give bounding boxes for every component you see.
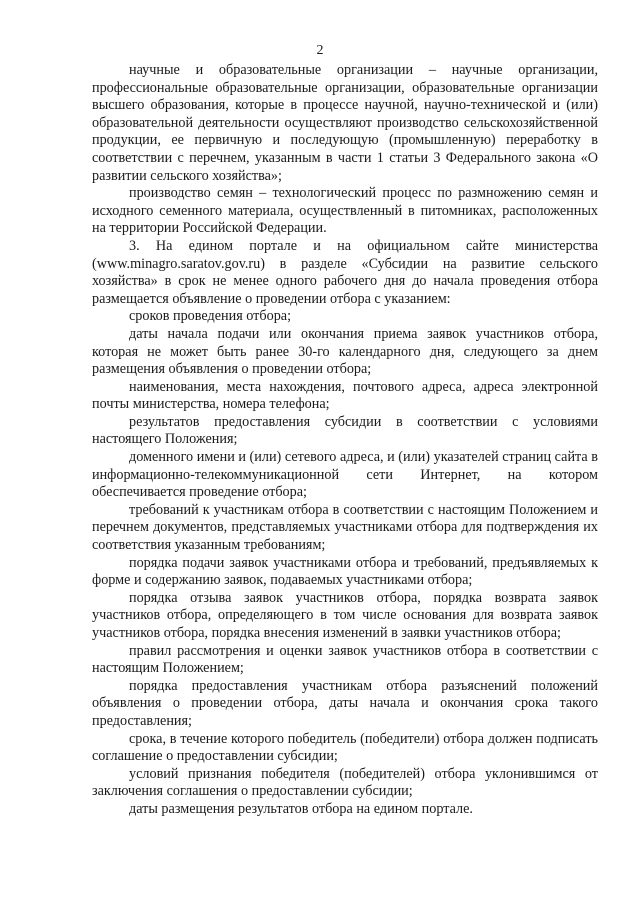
- list-item-participant-requirements: требований к участникам отбора в соответствии с настоящим Положением и перечнем документов, представляемых участниками отбора для подтверждения их соответствия указанным требованиям;: [92, 501, 598, 554]
- list-item-results-publication: даты размещения результатов отбора на едином портале.: [129, 800, 473, 817]
- list-item-application-procedure: порядка подачи заявок участниками отбора и требований, предъявляемых к форме и содержанию заявок, подаваемых участниками отбора;: [92, 554, 598, 589]
- list-item-withdrawal-procedure: порядка отзыва заявок участников отбора, порядка возврата заявок участников отбора, определяющего в том числе основания для возврата заявок участников отбора, порядка внесения изменений в заявки участников отбора;: [92, 589, 598, 641]
- list-item-domain-name: доменного имени и (или) сетевого адреса, и (или) указателей страниц сайта в информационно-телекоммуникационной сети Интернет, на котором обеспечивается проведение отбора;: [92, 449, 598, 501]
- list-item-review-rules: правил рассмотрения и оценки заявок участников отбора в соответствии с настоящим Положением;: [92, 642, 598, 677]
- document-body: [92, 62, 598, 819]
- paragraph-clause-3-announcement: 3. На едином портале и на официальном сайте министерства (www.minagro.saratov.gov.ru) в разделе «Субсидии на развитие сельского хозяйства» в срок не менее одного рабочего дня до начала проведения отбора размещается объявление о проведении отбора с указанием:: [92, 237, 598, 307]
- list-item-signing-deadline: срока, в течение которого победитель (победители) отбора должен подписать соглашение о предоставлении субсидии;: [92, 730, 598, 765]
- page-number: 2: [316, 43, 324, 58]
- list-item-subsidy-results: результатов предоставления субсидии в соответствии с условиями настоящего Положения;: [92, 413, 598, 448]
- list-item-clarifications: порядка предоставления участникам отбора разъяснений положений объявления о проведении отбора, даты начала и окончания срока такого предоставления;: [92, 677, 598, 729]
- paragraph-scientific-organizations: научные и образовательные организации – научные организации, профессиональные образовательные организации, образовательные организации высшего образования, которые в процессе научной, научно-технической и (или) образовательной деятельности осуществляют производство сельскохозяйственной продукции, ее первичную и последующую (промышленную) переработку в соответствии с перечнем, указанным в части 1 статьи 3 Федерального закона «О развитии сельского хозяйства»;: [92, 62, 598, 184]
- list-item-selection-dates: сроков проведения отбора;: [129, 308, 292, 325]
- list-item-evasion-conditions: условий признания победителя (победителей) отбора уклонившимся от заключения соглашения о предоставлении субсидии;: [92, 765, 598, 800]
- list-item-ministry-contacts: наименования, места нахождения, почтового адреса, адреса электронной почты министерства, номера телефона;: [92, 378, 598, 413]
- list-item-application-dates: даты начала подачи или окончания приема заявок участников отбора, которая не может быть ранее 30-го календарного дня, следующего за днем размещения объявления о проведении отбора;: [92, 325, 598, 378]
- paragraph-seed-production: производство семян – технологический процесс по размножению семян и исходного семенного материала, осуществленный в питомниках, расположенных на территории Российской Федерации.: [92, 185, 598, 237]
